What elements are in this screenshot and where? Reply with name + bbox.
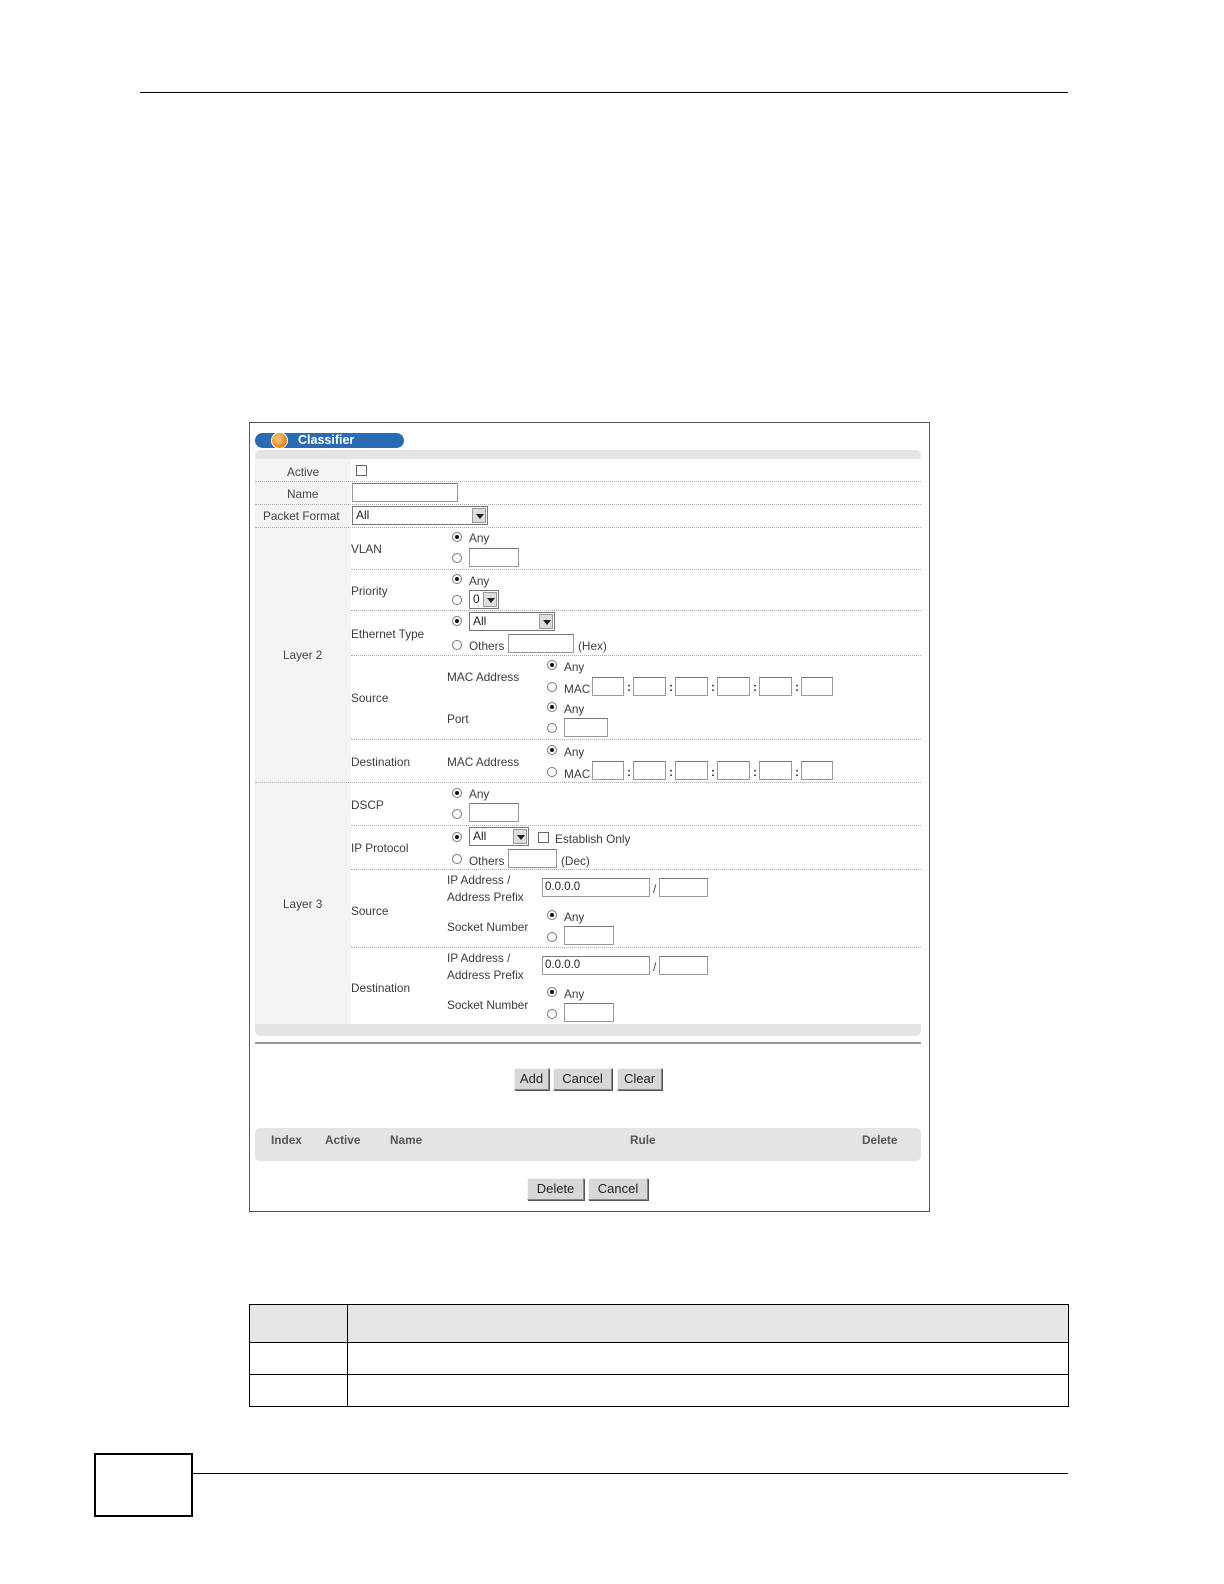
src-mac-octet-2[interactable] [633,677,666,696]
name-input[interactable] [352,483,458,502]
form-top-bar [255,450,921,459]
layer3-label: Layer 3 [283,897,323,911]
footer-rule [193,1473,1068,1474]
l3-destination-label: Destination [351,981,411,995]
dst-ip-address-label: IP Address / [447,951,511,965]
src-mac-any-radio[interactable] [547,660,557,670]
l3-source-label: Source [351,904,389,918]
priority-any-label: Any [469,574,490,588]
ethernet-others-input[interactable] [508,634,574,653]
hex-label: (Hex) [578,639,607,653]
priority-any-radio[interactable] [452,574,462,584]
src-prefix-input[interactable] [659,878,708,897]
ip-protocol-others-input[interactable] [508,849,557,868]
src-socket-any-label: Any [564,910,585,924]
ip-protocol-others-label: Others [469,854,505,868]
cancel-button[interactable]: Cancel [553,1068,612,1090]
dst-mac-any-radio[interactable] [547,745,557,755]
packet-format-label: Packet Format [263,509,340,523]
ethernet-any-radio[interactable] [452,616,462,626]
classifier-screen [249,422,930,1212]
dst-mac-octet-2[interactable] [633,761,666,780]
src-mac-address-label: MAC Address [447,670,520,684]
ip-protocol-select[interactable]: All [469,827,529,846]
table-cell [348,1375,1069,1407]
col-active: Active [325,1133,361,1147]
table-header-cell [348,1305,1069,1343]
establish-only-checkbox[interactable] [538,832,549,843]
ip-protocol-label: IP Protocol [351,841,409,855]
description-table [249,1304,1069,1407]
clear-button[interactable]: Clear [617,1068,662,1090]
dst-mac-octet-5[interactable] [759,761,792,780]
vlan-label: VLAN [351,542,382,556]
ethernet-type-label: Ethernet Type [351,627,425,641]
ethernet-others-label: Others [469,639,505,653]
dst-socket-number-label: Socket Number [447,998,529,1012]
vlan-any-radio[interactable] [452,532,462,542]
dscp-any-radio[interactable] [452,788,462,798]
dscp-input[interactable] [469,803,519,822]
src-mac-octet-5[interactable] [759,677,792,696]
dst-mac-any-label: Any [564,745,585,759]
layer2-label: Layer 2 [283,648,323,662]
col-name: Name [390,1133,423,1147]
src-mac-octet-3[interactable] [675,677,708,696]
dst-socket-any-radio[interactable] [547,987,557,997]
dst-mac-octet-4[interactable] [717,761,750,780]
priority-select[interactable]: 0 [469,590,499,609]
table-cell [348,1343,1069,1375]
src-mac-custom-radio[interactable] [547,682,557,692]
ip-protocol-any-radio[interactable] [452,832,462,842]
active-label: Active [287,465,320,479]
dscp-custom-radio[interactable] [452,809,462,819]
chevron-down-icon [539,614,553,629]
vlan-custom-radio[interactable] [452,553,462,563]
l2-source-label: Source [351,691,389,705]
dst-mac-octet-3[interactable] [675,761,708,780]
src-socket-number-label: Socket Number [447,920,529,934]
dst-mac-address-label: MAC Address [447,755,520,769]
dst-mac-label: MAC [564,767,591,781]
src-ip-input[interactable]: 0.0.0.0 [542,878,650,897]
establish-only-label: Establish Only [555,832,631,846]
add-button[interactable]: Add [514,1068,549,1090]
dscp-label: DSCP [351,798,384,812]
packet-format-select[interactable]: All [352,506,488,525]
ethernet-type-select[interactable]: All [469,612,555,631]
delete-button[interactable]: Delete [527,1178,584,1200]
chevron-down-icon [472,508,486,523]
title-orb-icon [271,432,288,449]
table-header-cell [250,1305,348,1343]
src-mac-octet-1[interactable] [592,677,624,696]
form-bottom-bar [255,1024,921,1036]
src-mac-label: MAC [564,682,591,696]
dst-prefix-input[interactable] [659,956,708,975]
port-any-label: Any [564,702,585,716]
priority-label: Priority [351,584,388,598]
src-mac-octet-4[interactable] [717,677,750,696]
l2-destination-label: Destination [351,755,411,769]
dst-socket-any-label: Any [564,987,585,1001]
src-socket-input[interactable] [564,926,614,945]
chevron-down-icon [483,592,497,607]
dst-socket-custom-radio[interactable] [547,1009,557,1019]
ethernet-others-radio[interactable] [452,640,462,650]
table-cell [250,1343,348,1375]
port-custom-radio[interactable] [547,723,557,733]
classifier-list-footer [255,1151,921,1161]
dst-socket-input[interactable] [564,1003,614,1022]
vlan-input[interactable] [469,548,519,567]
col-index: Index [271,1133,302,1147]
dec-label: (Dec) [561,854,590,868]
section-divider [255,1042,921,1044]
active-checkbox[interactable] [356,465,367,476]
dscp-any-label: Any [469,787,490,801]
src-mac-any-label: Any [564,660,585,674]
src-mac-octet-6[interactable] [801,677,833,696]
src-socket-any-radio[interactable] [547,910,557,920]
dst-mac-custom-radio[interactable] [547,767,557,777]
header-rule [140,92,1068,93]
name-label: Name [287,487,319,501]
dst-mac-octet-1[interactable] [592,761,624,780]
ip-protocol-others-radio[interactable] [452,854,462,864]
src-address-prefix-label: Address Prefix [447,890,524,904]
col-delete: Delete [862,1133,898,1147]
table-cell [250,1375,348,1407]
screen-title: Classifier [255,433,404,448]
priority-custom-radio[interactable] [452,595,462,605]
vlan-any-label: Any [469,531,490,545]
src-ip-address-label: IP Address / [447,873,511,887]
chevron-down-icon [513,829,527,844]
src-socket-custom-radio[interactable] [547,932,557,942]
port-label: Port [447,712,469,726]
dst-ip-input[interactable]: 0.0.0.0 [542,956,650,975]
page-number-box [94,1453,193,1517]
col-rule: Rule [630,1133,656,1147]
dst-address-prefix-label: Address Prefix [447,968,524,982]
dst-mac-octet-6[interactable] [801,761,833,780]
cancel-list-button[interactable]: Cancel [588,1178,648,1200]
port-any-radio[interactable] [547,702,557,712]
port-input[interactable] [564,718,608,737]
